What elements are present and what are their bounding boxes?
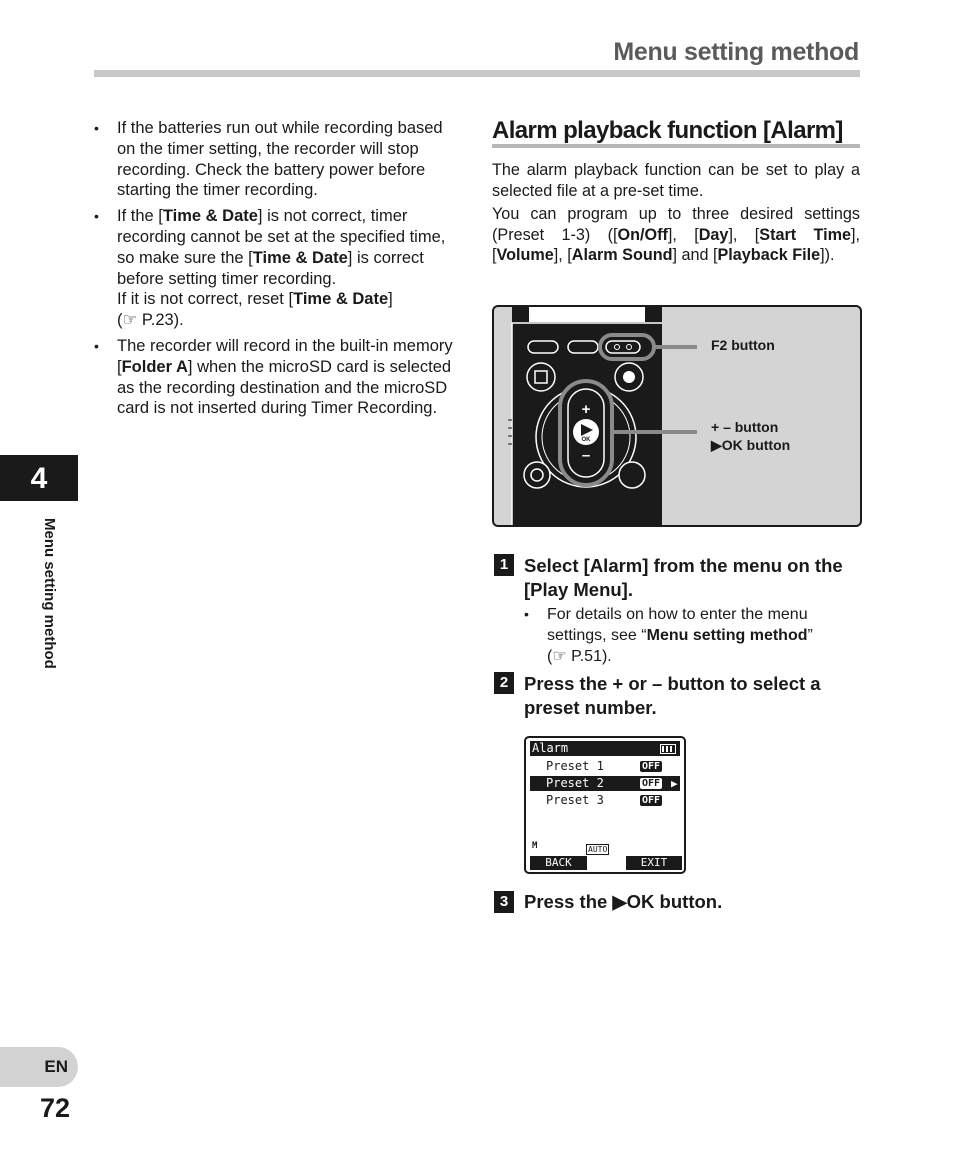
lcd-title: Alarm bbox=[532, 741, 569, 755]
preset-state-badge: OFF bbox=[642, 761, 661, 772]
term-time-date: Time & Date bbox=[293, 290, 389, 309]
play-icon: ▶ bbox=[612, 891, 627, 912]
chapter-tab: 4 bbox=[0, 455, 78, 501]
play-arrow-icon: ▶ bbox=[671, 777, 678, 790]
text-span: ] is correct before setting timer recording. bbox=[117, 248, 424, 288]
chapter-side-label bbox=[36, 518, 62, 693]
step-3-text bbox=[524, 890, 864, 914]
term-volume: Volume bbox=[496, 246, 554, 265]
chapter-side-label-text: Menu setting method bbox=[41, 518, 58, 669]
preset-state-badge: OFF bbox=[642, 778, 661, 789]
text-span: If it is not correct, reset [ bbox=[117, 290, 294, 309]
text-span: ” bbox=[807, 627, 813, 644]
plus-minus-button-label: + – button bbox=[711, 419, 779, 435]
term-menu-setting-method: Menu setting method bbox=[646, 627, 808, 644]
lcd-exit-softkey[interactable]: EXIT bbox=[626, 856, 682, 870]
step-1-text bbox=[524, 554, 864, 601]
term-start-time: Start Time bbox=[759, 225, 851, 244]
preset-label: Preset 3 bbox=[546, 793, 604, 807]
page-header-title: Menu setting method bbox=[613, 38, 859, 66]
lcd-preset-row[interactable] bbox=[530, 759, 680, 774]
step-2-text: Press the + or – button to select a preset number. bbox=[524, 673, 821, 718]
header-rule bbox=[94, 70, 860, 77]
text-span: For details on how to enter the menu settings, see “ bbox=[547, 606, 808, 644]
text-span: You can program up to three desired settings (Preset 1-3) ([ bbox=[492, 205, 860, 244]
term-time-date: Time & Date bbox=[252, 248, 348, 267]
term-on-off: On/Off bbox=[617, 225, 668, 244]
recorder-screen bbox=[528, 307, 646, 323]
term-play-menu: Play Menu bbox=[530, 578, 622, 600]
svg-text:OK: OK bbox=[581, 437, 591, 443]
notes-list bbox=[94, 118, 462, 419]
step-number-1: 1 bbox=[494, 554, 514, 576]
ok-button-label-row bbox=[711, 436, 790, 454]
language-tab: EN bbox=[0, 1047, 78, 1087]
section-rule bbox=[492, 144, 860, 148]
note-time-date bbox=[94, 206, 462, 331]
page-reference: (☞ P.51). bbox=[547, 648, 612, 665]
term-alarm: Alarm bbox=[589, 555, 643, 576]
play-icon: ▶ bbox=[711, 437, 722, 453]
preset-state-badge: OFF bbox=[642, 795, 661, 806]
left-column bbox=[94, 118, 462, 424]
text-span: ], [ bbox=[667, 225, 699, 244]
text-span: ]. bbox=[621, 578, 633, 600]
step-1-note bbox=[524, 604, 859, 667]
lcd-preset-row-selected[interactable] bbox=[530, 776, 680, 791]
f2-button-label: F2 button bbox=[711, 337, 775, 353]
section-title: Alarm playback function [Alarm] bbox=[492, 117, 843, 144]
lcd-back-softkey[interactable]: BACK bbox=[530, 856, 587, 870]
preset-label: Preset 2 bbox=[546, 776, 604, 790]
lcd-title-bar bbox=[530, 741, 680, 756]
page-reference: (☞ P.23). bbox=[117, 311, 184, 330]
text-span: If the [ bbox=[117, 207, 163, 226]
term-playback-file: Playback File bbox=[717, 246, 821, 265]
lcd-screen bbox=[524, 736, 686, 874]
text-span: ], [ bbox=[492, 225, 860, 265]
recorder-drawing bbox=[494, 307, 860, 525]
page-number: 72 bbox=[40, 1093, 71, 1123]
text-span: ] when the microSD card is selected as the recording destination and the microSD card is not inserted during Timer Recording. bbox=[117, 357, 452, 418]
text-span: The recorder will record in the built-in memory [ bbox=[117, 336, 453, 376]
term-folder-a: Folder A bbox=[121, 357, 188, 376]
lcd-preset-row[interactable] bbox=[530, 793, 680, 808]
term-time-date: Time & Date bbox=[162, 207, 258, 226]
text-span: ] is not correct, timer recording cannot be set at the specified time, so make sure the [ bbox=[117, 207, 446, 267]
step-number-2: 2 bbox=[494, 672, 514, 694]
mic-sensitivity-icon: M bbox=[532, 841, 538, 851]
erase-button bbox=[619, 462, 645, 488]
text-span: Select [ bbox=[524, 555, 590, 576]
note-folder-a bbox=[94, 336, 462, 419]
record-icon bbox=[623, 371, 635, 383]
auto-badge: AUTO bbox=[588, 845, 608, 854]
text-span: OK button. bbox=[626, 891, 723, 912]
bottom-left-button bbox=[524, 462, 550, 488]
note-batteries bbox=[94, 118, 462, 201]
text-span: ], [ bbox=[728, 225, 760, 244]
step-1-note-text bbox=[547, 604, 859, 667]
stop-button bbox=[527, 363, 555, 391]
preset-label: Preset 1 bbox=[546, 759, 604, 773]
term-alarm-sound: Alarm Sound bbox=[571, 246, 673, 265]
svg-text:+: + bbox=[581, 401, 591, 418]
term-day: Day bbox=[698, 225, 729, 244]
intro-paragraph: The alarm playback function can be set to play a selected file at a pre-set time. bbox=[492, 161, 860, 200]
text-span: ], [ bbox=[553, 246, 572, 265]
ok-button-label: OK button bbox=[721, 437, 791, 453]
bullet-dot: • bbox=[524, 606, 529, 622]
text-span: ]). bbox=[820, 246, 835, 265]
svg-text:–: – bbox=[581, 447, 591, 464]
battery-icon bbox=[660, 744, 676, 754]
text-span: ] and [ bbox=[672, 246, 718, 265]
text-span: ] bbox=[388, 290, 393, 309]
settings-paragraph bbox=[492, 204, 860, 266]
text-span: ] from the menu on the [ bbox=[524, 555, 843, 600]
text-span: Press the bbox=[524, 891, 613, 912]
device-illustration bbox=[492, 305, 862, 527]
step-number-3: 3 bbox=[494, 891, 514, 913]
note-batteries-text: If the batteries run out while recording based on the timer setting, the recorder will stop recording. Check the battery power before starting the timer recording. bbox=[117, 119, 443, 200]
